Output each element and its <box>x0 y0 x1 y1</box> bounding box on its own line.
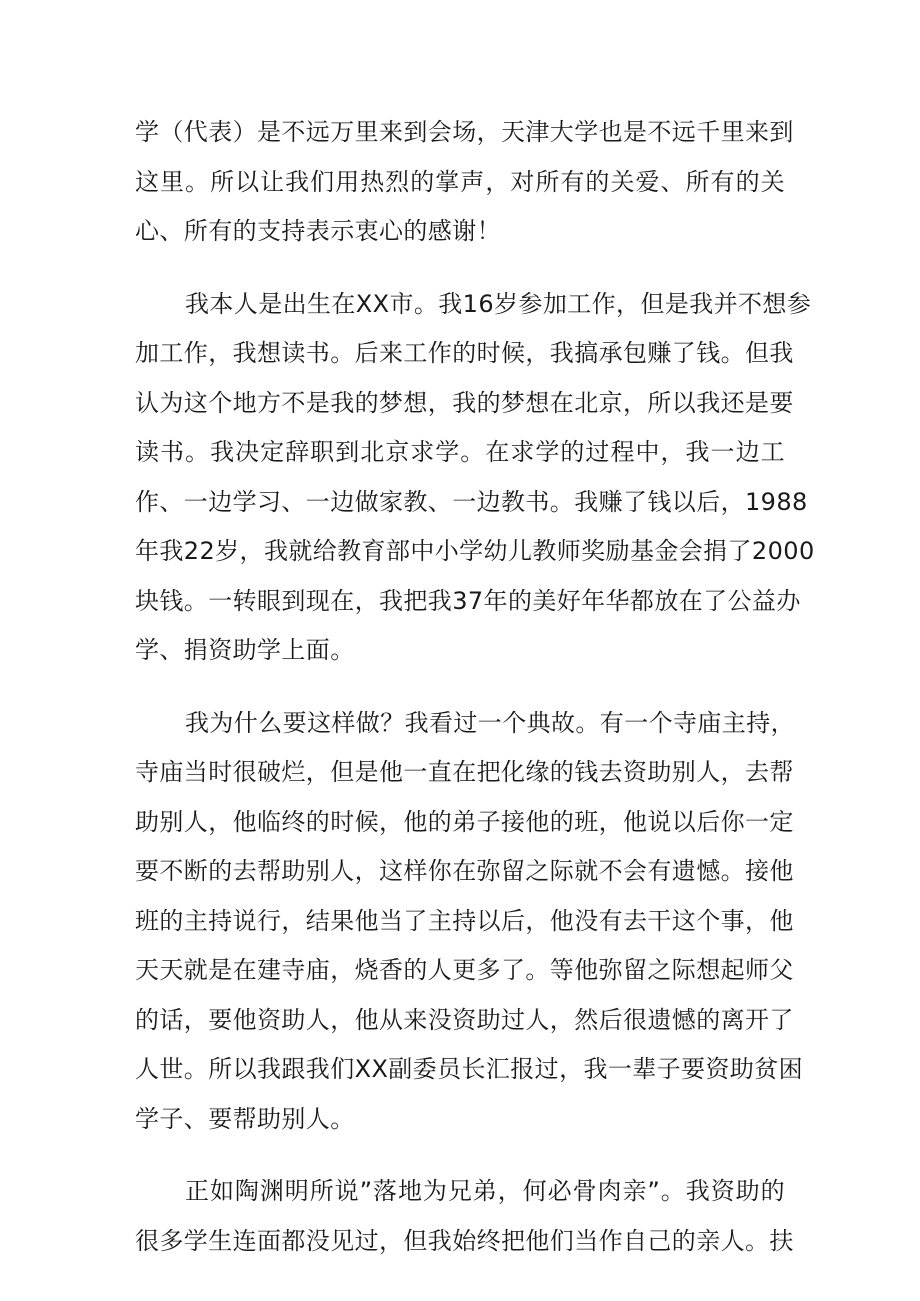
text-line: 天天就是在建寺庙，烧香的人更多了。等他弥留之际想起师父 <box>135 956 794 984</box>
text-line: 正如陶渊明所说”落地为兄弟，何必骨肉亲”。我资助的 <box>185 1177 785 1205</box>
text-line: 人世。所以我跟我们XX副委员长汇报过，我一辈子要资助贫困 <box>135 1055 804 1083</box>
text-line: 心、所有的支持表示衷心的感谢！ <box>135 217 501 245</box>
text-line: 加工作，我想读书。后来工作的时候，我搞承包赚了钱。但我 <box>135 339 794 367</box>
text-line: 的话，要他资助人，他从来没资助过人，然后很遗憾的离开了 <box>135 1005 794 1034</box>
paragraph-personal-background <box>135 280 815 676</box>
text-line: 助别人，他临终的时候，他的弟子接他的班，他说以后你一定 <box>135 807 794 836</box>
text-line: 学（代表）是不远万里来到会场，天津大学也是不远千里来到 <box>135 118 794 146</box>
text-line: 我本人是出生在XX市。我16岁参加工作，但是我并不想参 <box>185 289 812 318</box>
text-line: 年我22岁，我就给教育部中小学幼儿教师奖励基金会捐了2000 <box>135 537 815 565</box>
text-line: 学、捐资助学上面。 <box>135 636 355 664</box>
text-line: 我为什么要这样做？我看过一个典故。有一个寺庙主持， <box>185 708 795 737</box>
text-line: 班的主持说行，结果他当了主持以后，他没有去干这个事，他 <box>135 906 794 935</box>
text-line: 要不断的去帮助别人，这样你在弥留之际就不会有遗憾。接他 <box>135 857 794 885</box>
paragraph-closing-thanks <box>135 108 794 257</box>
text-line: 很多学生连面都没见过，但我始终把他们当作自己的亲人。扶 <box>135 1226 794 1255</box>
text-line: 寺庙当时很破烂，但是他一直在把化缘的钱去资助别人，去帮 <box>135 758 794 786</box>
document-body <box>135 108 815 1289</box>
text-line: 块钱。一转眼到现在，我把我37年的美好年华都放在了公益办 <box>135 586 801 615</box>
paragraph-tao-yuanming-quote <box>135 1167 794 1266</box>
text-line: 读书。我决定辞职到北京求学。在求学的过程中，我一边工 <box>135 438 785 466</box>
text-line: 这里。所以让我们用热烈的掌声，对所有的关爱、所有的关 <box>135 167 785 196</box>
paragraph-temple-story <box>135 699 804 1145</box>
text-line: 作、一边学习、一边做家教、一边教书。我赚了钱以后，1988 <box>135 487 808 516</box>
text-line: 认为这个地方不是我的梦想，我的梦想在北京，所以我还是要 <box>135 388 794 417</box>
text-line: 学子、要帮助别人。 <box>135 1104 355 1133</box>
